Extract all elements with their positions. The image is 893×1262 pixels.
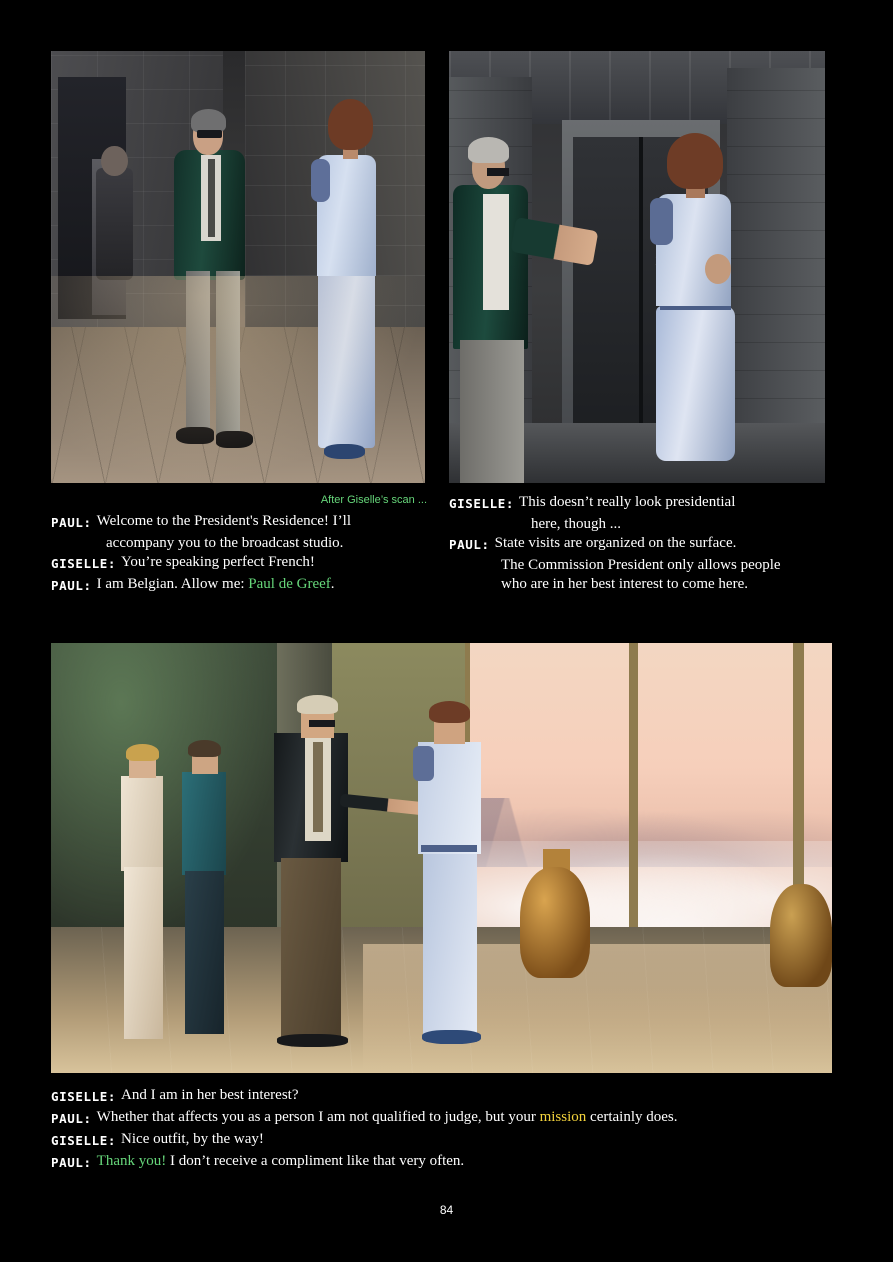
dialogue-text: Welcome to the President's Residence! I’ll: [96, 513, 351, 529]
dialogue-line: [51, 1108, 841, 1128]
speaker-label: GISELLE: [51, 1089, 108, 1104]
dialogue-text: State visits are organized on the surface.: [494, 535, 737, 551]
dialogue-text: [97, 1108, 678, 1127]
speaker-colon: :: [505, 496, 515, 511]
speaker-colon: :: [83, 1111, 92, 1126]
dialogue-line: [51, 575, 431, 595]
dialogue-block-bottom: [51, 1086, 841, 1174]
dialogue-text-continued: who are in her best interest to come here.: [501, 576, 748, 592]
dialogue-text: [97, 575, 335, 594]
speaker-colon: :: [83, 1155, 92, 1170]
comic-panel-3: [51, 643, 832, 1073]
dialogue-text-continued: accompany you to the broadcast studio.: [106, 535, 344, 551]
panel-2-artwork: [449, 51, 825, 483]
dialogue-text-post: I don’t receive a compliment like that very often.: [169, 1153, 465, 1169]
dialogue-text-post: certainly does.: [590, 1109, 678, 1125]
speaker-label: PAUL: [51, 578, 84, 593]
dialogue-line: [51, 553, 431, 573]
speaker-label: PAUL: [449, 537, 482, 552]
dialogue-block-right: [449, 493, 841, 594]
panel-1-artwork: [51, 51, 425, 483]
dialogue-text-post: .: [330, 576, 335, 592]
dialogue-text-post: only allows people: [667, 557, 781, 573]
dialogue-highlight: mission: [539, 1109, 587, 1125]
dialogue-highlight: Thank you!: [96, 1153, 167, 1169]
speaker-colon: :: [107, 1133, 117, 1148]
dialogue-emphasis: Commission President: [528, 557, 664, 573]
page-number: 84: [439, 1203, 454, 1217]
dialogue-line: [449, 493, 841, 513]
comic-panel-2: [449, 51, 825, 483]
dialogue-text: And I am in her best interest?: [121, 1087, 299, 1103]
dialogue-line: [51, 1152, 841, 1172]
speaker-colon: :: [107, 556, 117, 571]
dialogue-text: Nice outfit, by the way!: [121, 1131, 264, 1147]
dialogue-text: You’re speaking perfect French!: [121, 554, 315, 570]
speaker-label: PAUL: [51, 515, 84, 530]
speaker-colon: :: [107, 1089, 117, 1104]
dialogue-block-left: [51, 512, 431, 597]
dialogue-text-pre: The: [501, 557, 525, 573]
dialogue-line: [51, 1130, 841, 1150]
speaker-label: PAUL: [51, 1155, 84, 1170]
dialogue-text-continued: [449, 556, 841, 575]
panel-caption: After Giselle’s scan ...: [320, 494, 427, 506]
dialogue-line: [51, 512, 431, 532]
dialogue-text: [97, 1152, 465, 1171]
comic-panel-1: [51, 51, 425, 483]
speaker-label: PAUL: [51, 1111, 84, 1126]
speaker-label: GISELLE: [449, 496, 506, 511]
speaker-label: GISELLE: [51, 1133, 108, 1148]
dialogue-highlight: Paul de Greef: [248, 576, 331, 592]
dialogue-text-pre: I am Belgian. Allow me:: [96, 576, 245, 592]
dialogue-text-pre: Whether that affects you as a person I am not qualified to judge, but your: [96, 1109, 536, 1125]
dialogue-text: This doesn’t really look presidential: [519, 494, 736, 510]
dialogue-text-continued: here, though ...: [531, 516, 621, 532]
dialogue-line: [51, 1086, 841, 1106]
speaker-colon: :: [83, 578, 92, 593]
panel-3-artwork: [51, 643, 832, 1073]
speaker-colon: :: [83, 515, 92, 530]
dialogue-line: [449, 534, 841, 554]
speaker-label: GISELLE: [51, 556, 108, 571]
speaker-colon: :: [481, 537, 490, 552]
